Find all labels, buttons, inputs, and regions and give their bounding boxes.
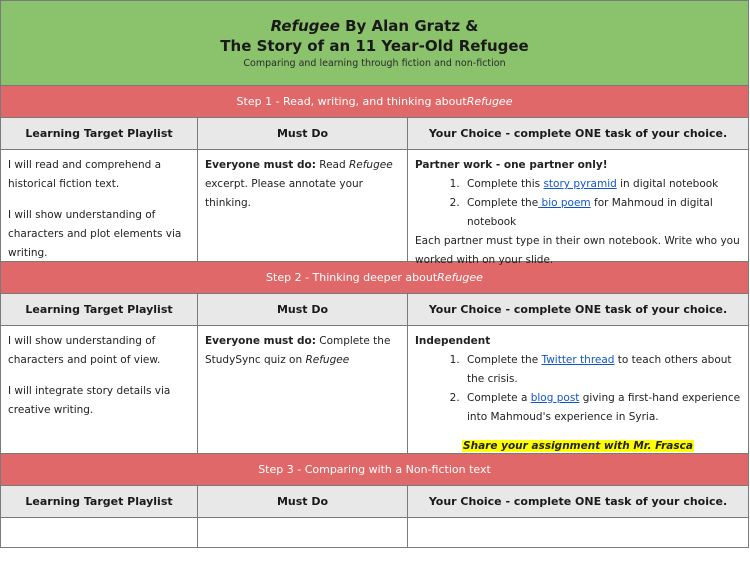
learning-targets <box>1 326 198 453</box>
must-do-lead: Everyone must do: <box>205 335 316 347</box>
learning-target: I will integrate story details via creative writing. <box>8 385 171 416</box>
share-highlight: Share your assignment with Mr. Frasca <box>463 440 693 452</box>
learning-target: I will show understanding of characters and point of view. <box>8 335 161 366</box>
column-header-must-do: Must Do <box>198 294 408 325</box>
story-pyramid-link[interactable]: story pyramid <box>543 178 617 190</box>
column-headers <box>1 294 749 326</box>
title-header <box>1 0 749 86</box>
choice-cell <box>408 150 749 266</box>
list-item: 1. Complete the Twitter thread to teach others about the crisis. <box>463 351 741 389</box>
choice-note: Each partner must type in their own notebook. Write who you worked with on your slide. <box>415 235 740 266</box>
choice-cell <box>408 326 749 453</box>
list-item: 1. Complete this story pyramid in digital notebook <box>463 175 741 194</box>
column-header-choice: Your Choice - complete ONE task of your choice. <box>408 294 749 325</box>
column-headers <box>1 486 749 518</box>
column-headers <box>1 118 749 150</box>
learning-target: I will read and comprehend a historical fiction text. <box>8 159 162 190</box>
page-title-line2: The Story of an 11 Year-Old Refugee <box>220 36 529 55</box>
choice-list <box>415 175 741 232</box>
page-subtitle: Comparing and learning through fiction and non-fiction <box>243 57 506 69</box>
page-title: Refugee By Alan Gratz & <box>270 16 479 35</box>
bio-poem-link[interactable]: bio poem <box>538 197 591 209</box>
column-header-must-do: Must Do <box>198 486 408 517</box>
step-1-row <box>1 150 749 266</box>
book-title: Refugee <box>270 16 340 35</box>
share-note <box>415 437 741 456</box>
step-2-header: Step 2 - Thinking deeper about Refugee <box>1 262 749 294</box>
must-do-cell: Everyone must do: Complete the StudySync quiz on Refugee <box>198 326 408 453</box>
learning-target: I will show understanding of characters and plot elements via writing. <box>8 209 182 259</box>
column-header-targets: Learning Target Playlist <box>1 118 198 149</box>
step-3-header: Step 3 - Comparing with a Non-fiction text <box>1 454 749 486</box>
column-header-targets: Learning Target Playlist <box>1 486 198 517</box>
column-header-choice: Your Choice - complete ONE task of your choice. <box>408 486 749 517</box>
choice-lead: Partner work - one partner only! <box>415 159 608 171</box>
column-header-choice: Your Choice - complete ONE task of your choice. <box>408 118 749 149</box>
twitter-thread-link[interactable]: Twitter thread <box>541 354 615 366</box>
column-header-targets: Learning Target Playlist <box>1 294 198 325</box>
must-do-lead: Everyone must do: <box>205 159 316 171</box>
step-3-row <box>1 518 749 548</box>
choice-list <box>415 351 741 427</box>
list-item: 2. Complete a blog post giving a first-hand experience into Mahmoud's experience in Syria. <box>463 389 741 427</box>
learning-targets <box>1 150 198 261</box>
choice-lead: Independent <box>415 335 491 347</box>
step-1-header: Step 1 - Read, writing, and thinking about Refugee <box>1 86 749 118</box>
column-header-must-do: Must Do <box>198 118 408 149</box>
step-2-row <box>1 326 749 454</box>
blog-post-link[interactable]: blog post <box>530 392 580 404</box>
list-item: 2. Complete the bio poem for Mahmoud in digital notebook <box>463 194 741 232</box>
must-do-cell: Everyone must do: Read Refugee excerpt. Please annotate your thinking. <box>198 150 408 261</box>
